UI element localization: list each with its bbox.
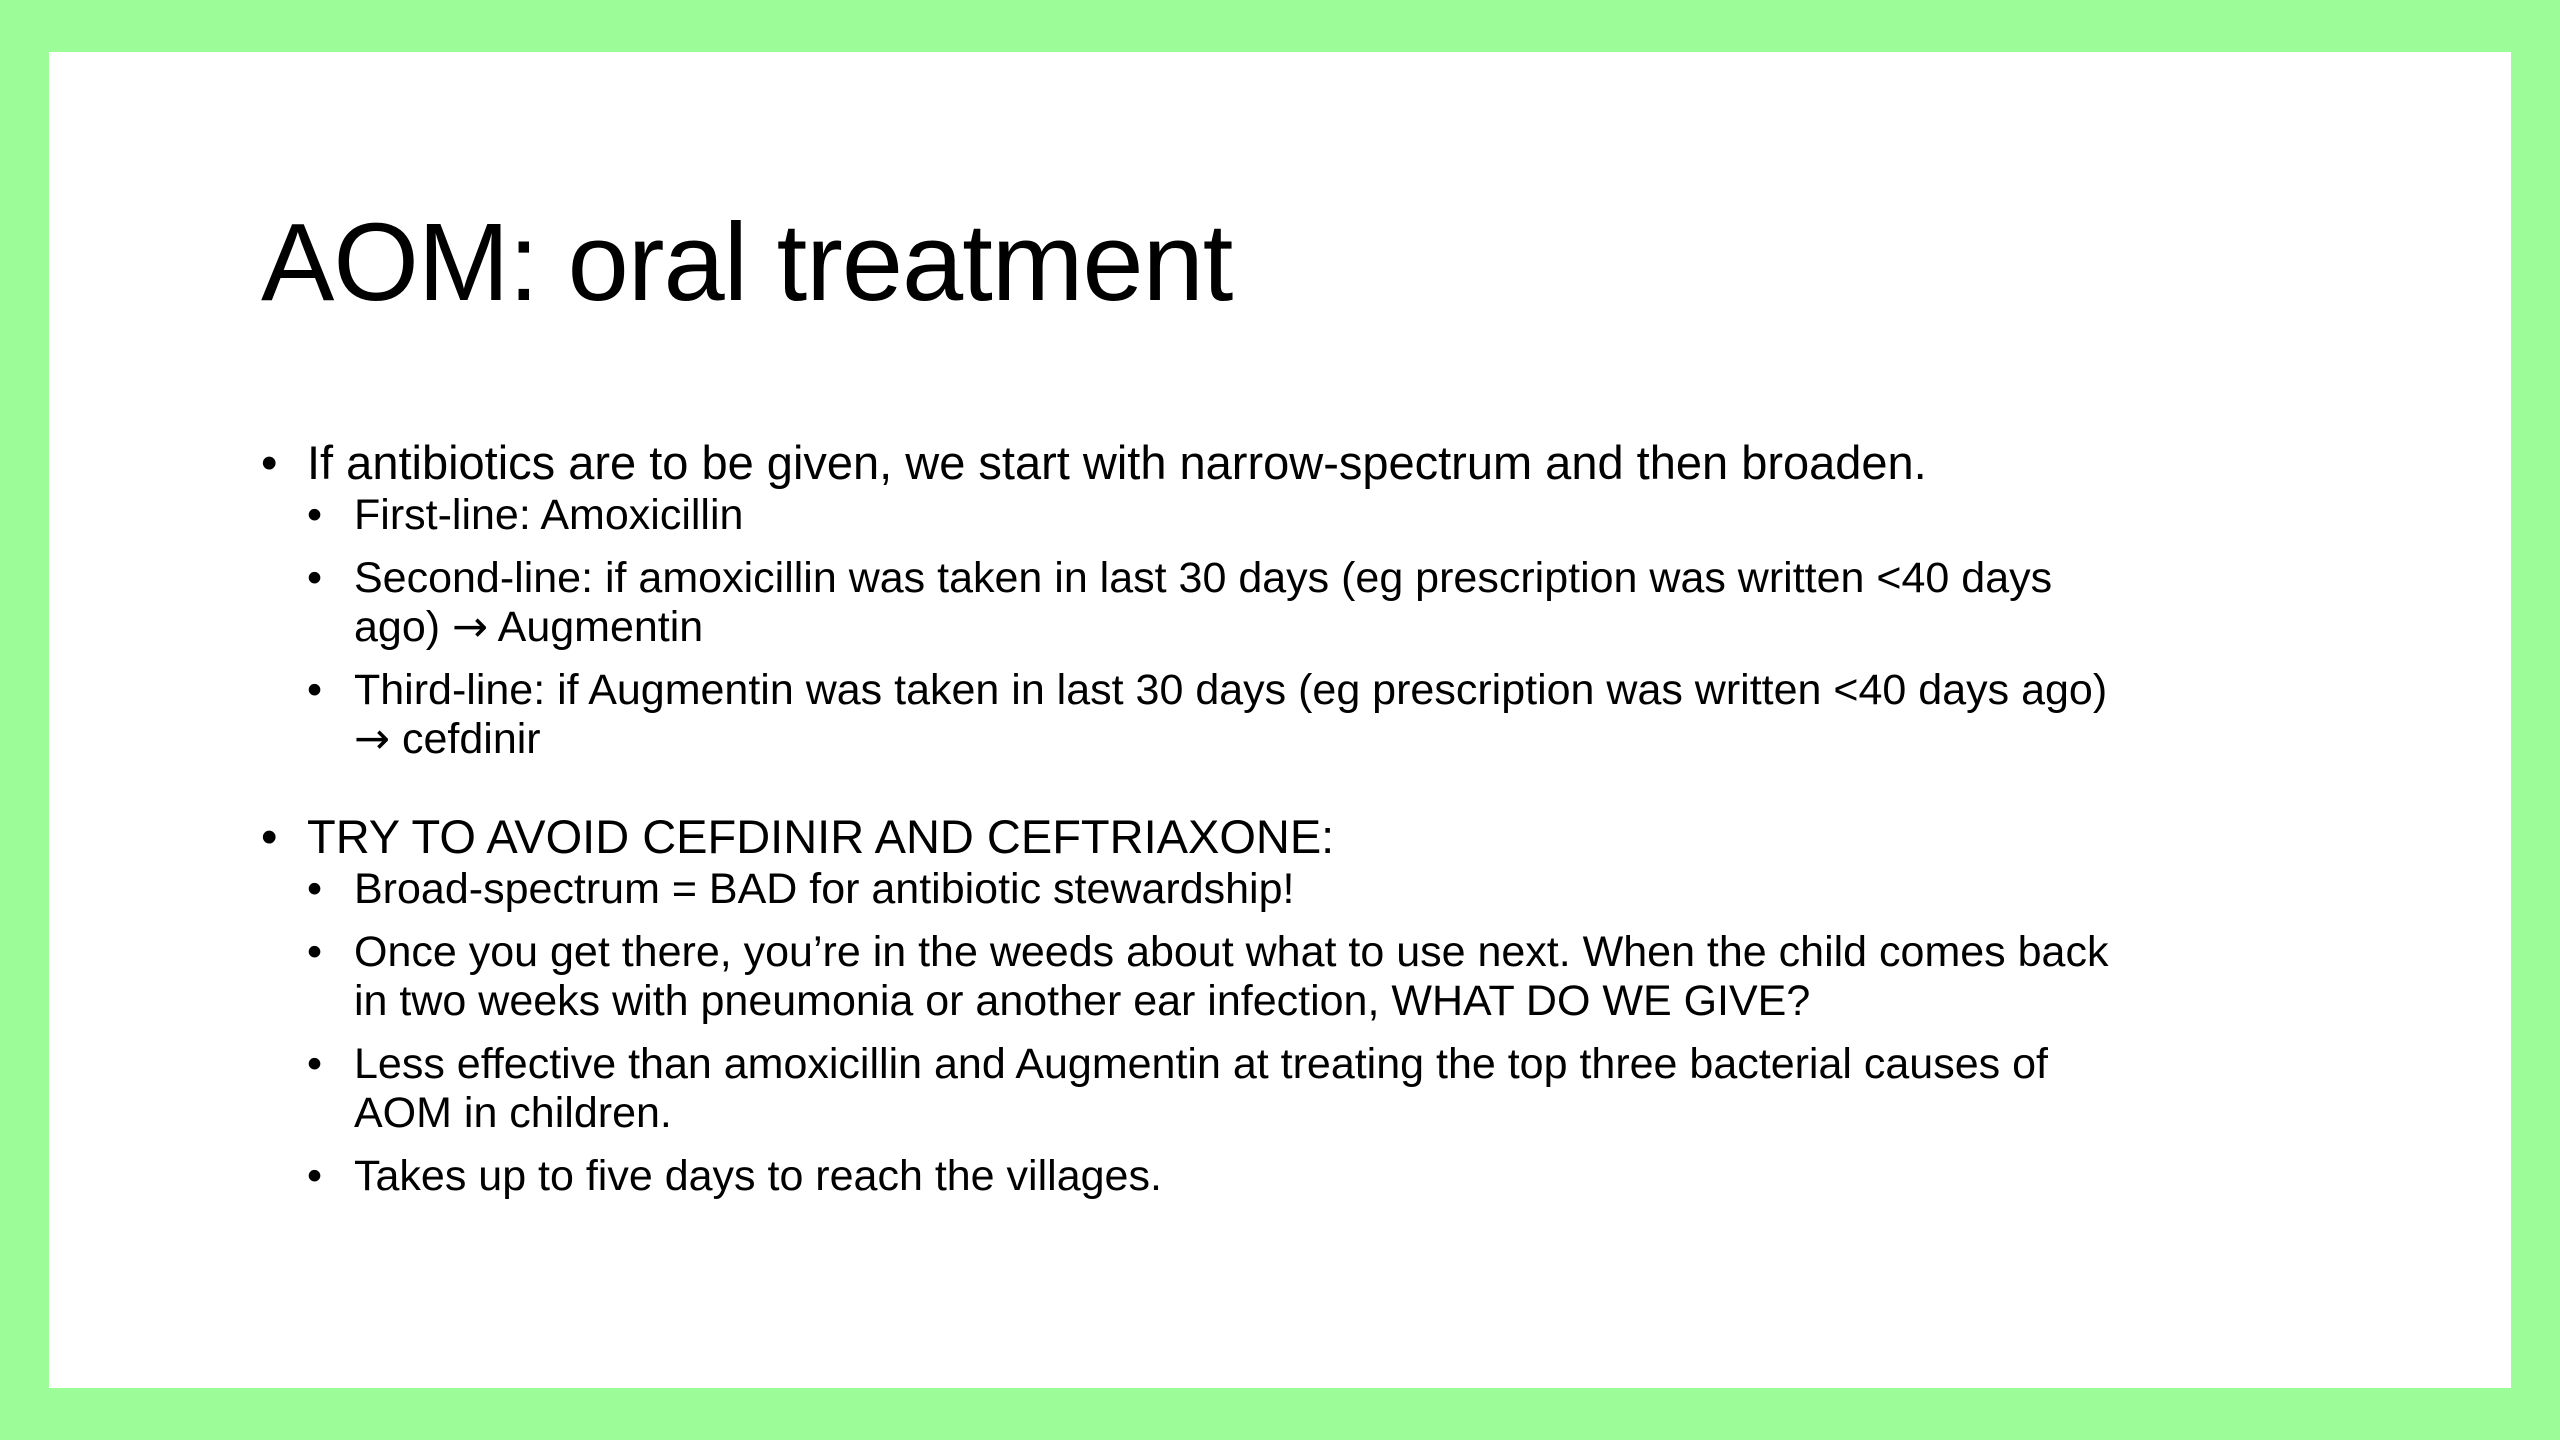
bullet-text-result: Augmentin [497, 603, 704, 651]
bullet-dot: • [307, 1152, 323, 1200]
bullet-avoid-cefdinir [261, 808, 2331, 865]
bullet-dot: • [307, 1040, 323, 1088]
bullet-text: If antibiotics are to be given, we start with narrow-spectrum and then broaden. [307, 436, 1927, 489]
bullet-text-continued: ago) [354, 603, 441, 651]
bullet-text-continued: AOM in children. [354, 1089, 672, 1137]
sub-bullet-first-line [307, 491, 2331, 540]
arrow-right-icon: → [354, 714, 391, 764]
slide-title: AOM: oral treatment [261, 201, 1233, 324]
bullet-text: Third-line: if Augmentin was taken in last 30 days (eg prescription was written <40 days ago) [354, 666, 2108, 714]
bullet-text: Less effective than amoxicillin and Augmentin at treating the top three bacterial causes of [354, 1040, 2048, 1088]
bullet-antibiotics-intro [261, 434, 2331, 491]
bullet-text: First-line: Amoxicillin [354, 491, 744, 539]
sub-bullet-broad-spectrum [307, 865, 2331, 914]
bullet-dot: • [307, 491, 323, 539]
sub-bullet-delivery-time [307, 1152, 2331, 1201]
sub-bullet-less-effective [307, 1040, 2331, 1138]
bullet-text: Once you get there, you’re in the weeds about what to use next. When the child comes back [354, 928, 2109, 976]
bullet-text: Broad-spectrum = BAD for antibiotic stewardship! [354, 865, 1295, 913]
bullet-dot: • [307, 865, 323, 913]
arrow-right-icon: → [452, 602, 489, 652]
bullet-dot: • [307, 554, 323, 602]
bullet-dot: • [307, 928, 323, 976]
sub-bullet-in-the-weeds [307, 928, 2331, 1026]
bullet-text: Takes up to five days to reach the villages. [354, 1152, 1162, 1200]
slide [49, 52, 2511, 1388]
sub-bullet-third-line [307, 666, 2331, 764]
bullet-text: TRY TO AVOID CEFDINIR AND CEFTRIAXONE: [307, 810, 1335, 863]
bullet-text-result: cefdinir [401, 715, 541, 763]
slide-body [261, 434, 2331, 1201]
sub-bullet-second-line [307, 554, 2331, 652]
bullet-text-continued: in two weeks with pneumonia or another ear infection, WHAT DO WE GIVE? [354, 977, 1811, 1025]
bullet-dot: • [261, 810, 278, 863]
bullet-dot: • [261, 436, 278, 489]
bullet-text: Second-line: if amoxicillin was taken in last 30 days (eg prescription was written <40 days [354, 554, 2053, 602]
bullet-dot: • [307, 666, 323, 714]
